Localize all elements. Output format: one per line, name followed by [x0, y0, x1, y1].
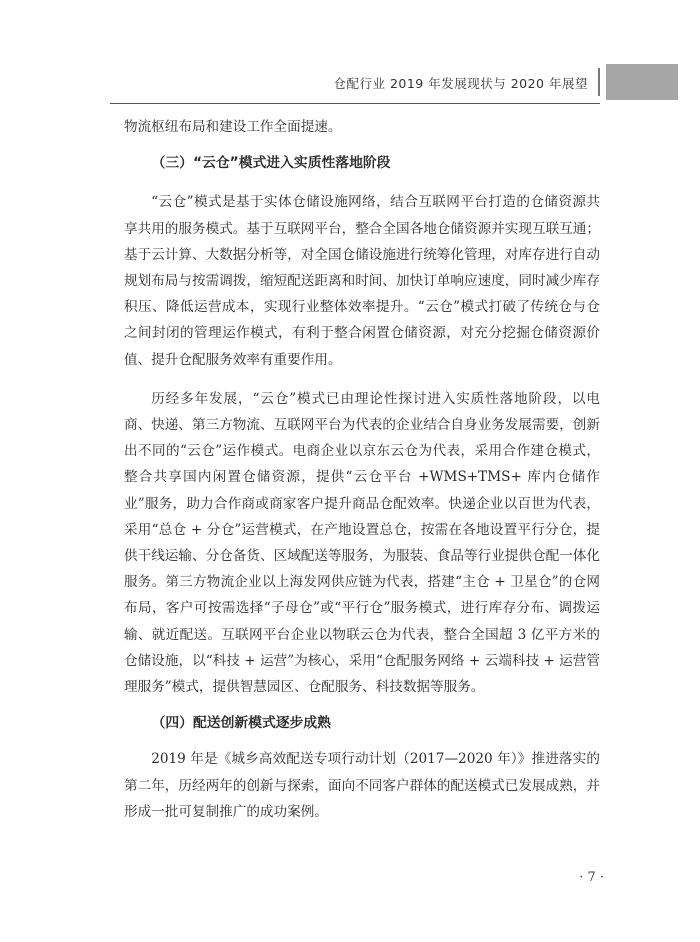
- section-3-paragraph-2: 历经多年发展，“云仓”模式已由理论性探讨进入实质性落地阶段，以电商、快递、第三方物流、互联网平台为代表的企业结合自身业务发展需要，创新出不同的“云仓”运作模式。电商企业以京东云仓为代表，采用合作建仓模式，整合共享国内闲置仓储资源，提供“云仓平台 +WMS+TMS+ 库内仓储作业”服务，助力合作商或商家客户提升商品仓配效率。快递企业以百世为代表，采用“总仓 + 分仓”运营模式，在产地设置总仓，按需在各地设置平行分仓，提供干线运输、分仓备货、区域配送等服务，为服装、食品等行业提供仓配一体化服务。第三方物流企业以上海发网供应链为代表，搭建“主仓 + 卫星仓”的仓网布局，客户可按需选择“子母仓”或“平行仓”服务模式，进行库存分布、调拨运输、就近配送。互联网平台企业以物联云仓为代表，整合全国超 3 亿平方米的仓储设施，以“科技 + 运营”为核心，采用“仓配服务网络 + 云端科技 + 运营管理服务”模式，提供智慧园区、仓配服务、科技数据等服务。: [124, 390, 600, 696]
- header-gray-block: [606, 64, 678, 100]
- section-3-paragraph-1: “云仓”模式是基于实体仓储设施网络，结合互联网平台打造的仓储资源共享共用的服务模式。基于互联网平台，整合全国各地仓储资源并实现互联互通；基于云计算、大数据分析等，对全国仓储设施进行统筹化管理，对库存进行自动规划布局与按需调拨，缩短配送距离和时间、加快订单响应速度，同时减少库存积压、降低运营成本，实现行业整体效率提升。“云仓”模式打破了传统仓与仓之间封闭的管理运作模式，有利于整合闲置仓储资源，对充分挖掘仓储资源价值、提升仓配服务效率有重要作用。: [124, 194, 600, 368]
- section-4-heading: （四）配送创新模式逐步成熟: [151, 715, 331, 732]
- header-divider: [598, 68, 600, 96]
- header-rule: [110, 103, 600, 104]
- page-body: [124, 114, 600, 825]
- section-4-paragraph-1: 2019 年是《城乡高效配送专项行动计划（2017—2020 年）》推进落实的第二年，历经两年的创新与探索，面向不同客户群体的配送模式已发展成熟，并形成一批可复制推广的成功案例。: [124, 751, 600, 820]
- running-header: [0, 64, 700, 104]
- running-title: 仓配行业 2019 年发展现状与 2020 年展望: [333, 76, 588, 91]
- page-number: · 7 ·: [579, 870, 604, 885]
- section-3-heading: （三）“云仓”模式进入实质性落地阶段: [151, 155, 391, 172]
- continued-paragraph: 物流枢纽布局和建设工作全面提速。: [124, 119, 342, 135]
